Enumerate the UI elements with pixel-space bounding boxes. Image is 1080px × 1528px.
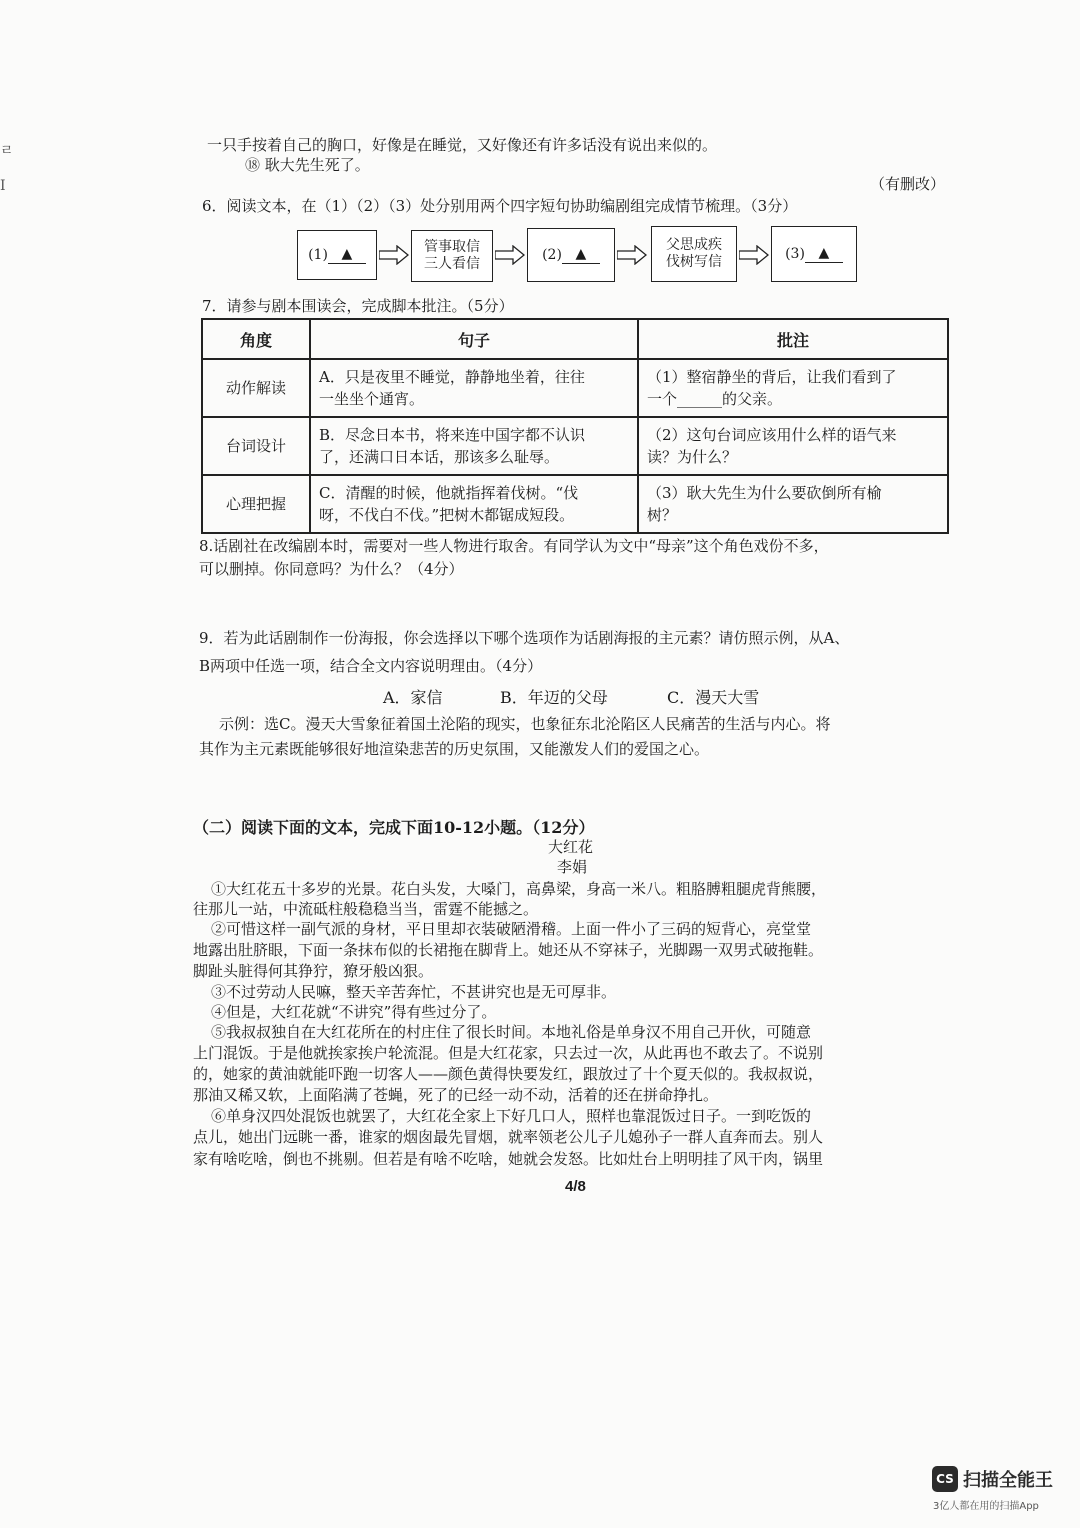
flow-box-2-line2: 三人看信 [424,256,480,272]
flow-arrow-3 [617,245,647,265]
table-header-row [202,319,948,359]
row1-sentence-line1: A．只是夜里不睡觉，静静地坐着，往往 [319,368,585,386]
flow-box-3-label: (2) [542,246,562,263]
flow-box-2 [411,230,493,282]
para-line-1: ①大红花五十多岁的光景。花白头发，大嗓门，高鼻梁，身高一米八。粗胳膊粗腿虎背熊腰， [211,880,827,898]
annotation-table [201,318,949,534]
row1-note-line2: 一个______的父亲。 [647,390,783,408]
q9-option-b: B．年迈的父母 [500,688,608,707]
flow-arrow-1 [379,245,409,265]
para-line-2: 往那儿一站，中流砥柱般稳稳当当，雷霆不能撼之。 [193,900,539,918]
para-line-10: 的，她家的黄油就能吓跑一切客人——颜色黄得快要发红，跟放过了十个夏天似的。我叔叔说， [193,1065,824,1083]
edit-note: （有删改） [870,175,946,193]
margin-mark-1: ㄹ [0,143,14,159]
flow-box-2-line1: 管事取信 [424,239,480,255]
row1-angle: 动作解读 [202,359,310,417]
table-row [202,475,948,533]
flow-box-4-line1: 父思成疾 [666,237,722,253]
flow-box-1-blank[interactable]: ▲ [328,246,366,264]
row2-sentence [310,417,638,475]
q9-example-line-1: 示例：选C。漫天大雪象征着国土沦陷的现实，也象征东北沦陷区人民痛苦的生活与内心。将 [219,715,831,733]
q8-line-2: 可以删掉。你同意吗？为什么？（4分） [199,560,464,578]
para-line-11: 那油又稀又软，上面陷满了苍蝇，死了的已经一动不动，活着的还在拼命挣扎。 [193,1086,719,1104]
section2-heading: （二）阅读下面的文本，完成下面10-12小题。（12分） [193,818,595,837]
row3-note-line2: 树？ [647,506,678,524]
para-line-9: 上门混饭。于是他就挨家挨户轮流混。但是大红花家，只去过一次，从此再也不敢去了。不说别 [193,1044,824,1062]
flow-box-5-label: (3) [785,245,805,262]
row2-note[interactable] [638,417,948,475]
page-number: 4/8 [565,1178,586,1195]
q9-option-a: A．家信 [383,688,443,707]
continuation-line-2: ⑱ 耿大先生死了。 [245,156,370,174]
q9-line-2: B两项中任选一项，结合全文内容说明理由。（4分） [199,657,543,675]
para-line-13: 点儿，她出门远眺一番，谁家的烟囱最先冒烟，就率领老公儿子儿媳孙子一群人直奔而去。别人 [193,1128,824,1146]
row2-angle: 台词设计 [202,417,310,475]
row3-angle: 心理把握 [202,475,310,533]
row3-note[interactable] [638,475,948,533]
header-sentence: 句子 [310,319,638,359]
para-line-12: ⑥单身汉四处混饭也就罢了，大红花全家上下好几口人，照样也靠混饭过日子。一到吃饭的 [211,1107,812,1125]
row2-note-line1: （2）这句台词应该用什么样的语气来 [647,426,897,444]
header-note: 批注 [638,319,948,359]
flow-arrow-4 [739,245,769,265]
row2-sentence-line1: B．尽念日本书，将来连中国字都不认识 [319,426,586,444]
q9-line-1: 9．若为此话剧制作一份海报，你会选择以下哪个选项作为话剧海报的主元素？请仿照示例，从A、 [199,629,850,647]
flow-box-3 [527,228,615,282]
para-line-3: ②可惜这样一副气派的身材，平日里却衣装破陋滑稽。上面一件小了三码的短背心，亮堂堂 [211,920,812,938]
q8-line-1: 8.话剧社在改编剧本时，需要对一些人物进行取舍。有同学认为文中“母亲”这个角色戏份不多， [199,537,829,555]
q7-text: 7．请参与剧本围读会，完成脚本批注。（5分） [202,297,514,315]
para-line-7: ④但是，大红花就“不讲究”得有些过分了。 [211,1003,497,1021]
flow-box-1-label: (1) [308,246,328,263]
row3-note-line1: （3）耿大先生为什么要砍倒所有榆 [647,484,882,502]
scanner-logo-icon: CS [932,1466,958,1492]
para-line-4: 地露出肚脐眼，下面一条抹布似的长裙拖在脚背上。她还从不穿袜子，光脚踢一双男式破拖鞋。 [193,941,824,959]
q6-text: 6．阅读文本，在（1）（2）（3）处分别用两个四字短句协助编剧组完成情节梳理。（3分） [202,197,798,215]
q9-example-line-2: 其作为主元素既能够很好地渲染悲苦的历史氛围，又能激发人们的爱国之心。 [199,740,710,758]
para-line-5: 脚趾头脏得何其狰狞，獠牙般凶狠。 [193,962,434,980]
scanner-name: 扫描全能王 [963,1470,1053,1491]
header-angle: 角度 [202,319,310,359]
row1-sentence [310,359,638,417]
flow-box-4-line2: 伐树写信 [666,254,722,270]
story-author: 李娟 [557,858,588,876]
para-line-6: ③不过劳动人民嘛，整天辛苦奔忙，不甚讲究也是无可厚非。 [211,983,617,1001]
scanner-tagline: 3亿人都在用的扫描App [933,1501,1039,1512]
row1-note[interactable] [638,359,948,417]
table-row [202,417,948,475]
story-title: 大红花 [548,838,594,856]
flow-arrow-2 [495,245,525,265]
flow-box-5 [771,226,857,282]
q9-option-c: C．漫天大雪 [667,688,760,707]
para-line-8: ⑤我叔叔独自在大红花所在的村庄住了很长时间。本地礼俗是单身汉不用自己开伙，可随意 [211,1023,812,1041]
row2-note-line2: 读？为什么？ [647,448,738,466]
table-row [202,359,948,417]
row3-sentence [310,475,638,533]
para-line-14: 家有啥吃啥，倒也不挑剔。但若是有啥不吃啥，她就会发怒。比如灶台上明明挂了风干肉，锅里 [193,1150,824,1168]
flow-box-4 [651,226,737,282]
flow-box-1 [297,230,377,280]
margin-mark-2: I [0,178,6,194]
flow-box-3-blank[interactable]: ▲ [562,246,600,264]
row3-sentence-line2: 呀，不伐白不伐。”把树木都锯成短段。 [319,506,575,524]
continuation-line-1: 一只手按着自己的胸口，好像是在睡觉，又好像还有许多话没有说出来似的。 [207,136,718,154]
row1-note-line1: （1）整宿静坐的背后，让我们看到了 [647,368,897,386]
flow-box-5-blank[interactable]: ▲ [805,245,843,263]
row1-sentence-line2: 一坐坐个通宵。 [319,390,425,408]
row2-sentence-line2: 了，还满口日本话，那该多么耻辱。 [319,448,560,466]
row3-sentence-line1: C．清醒的时候，他就指挥着伐树。“伐 [319,484,579,502]
